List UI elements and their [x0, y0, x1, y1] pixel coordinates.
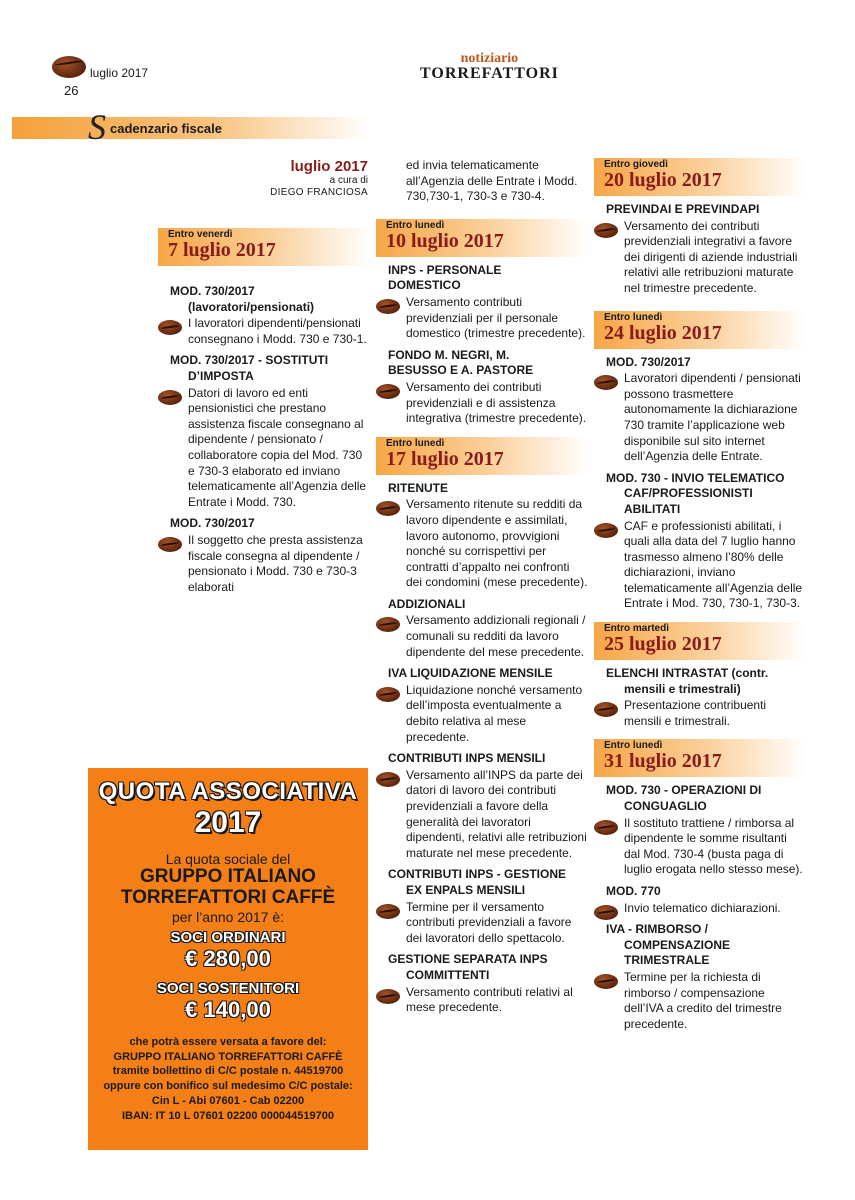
item-text: Lavoratori dipendenti / pensionati possono trasmettere autonomamente la dichiarazione 730 tramite l’applicazione web disponibile sul sito internet dell’Agenzia delle Entrate.	[624, 371, 801, 464]
deadline-header	[594, 739, 806, 777]
issue-by: a cura di	[329, 175, 368, 186]
item-title: DOMESTICO	[388, 278, 461, 293]
coffee-bean-icon	[594, 974, 618, 989]
quota-associativa-box	[88, 768, 368, 1150]
item-text: I lavoratori dipendenti/pensionati consegnano i Modd. 730 e 730-1.	[188, 316, 367, 346]
item-entry	[158, 316, 370, 347]
item-entry	[594, 371, 806, 465]
column-1	[158, 228, 370, 595]
brand-big: TORREFATTORI	[420, 65, 559, 82]
item-text: Presentazione contribuenti mensili e trimestrali.	[624, 698, 767, 728]
item-text: Versamento addizionali regionali / comunali su redditi da lavoro dipendente del mese precedente.	[406, 613, 586, 659]
item-title: COMPENSAZIONE	[624, 937, 731, 952]
item-title: FONDO M. NEGRI, M.	[388, 347, 510, 362]
deadline-day: Entro lunedì	[386, 219, 445, 231]
quota-org-a: GRUPPO ITALIANO	[140, 866, 316, 887]
item-title: MOD. 730 - OPERAZIONI DI	[606, 783, 762, 798]
page-number: 26	[64, 83, 79, 98]
deadline-header	[594, 622, 806, 660]
item-entry	[376, 900, 588, 947]
item-title: mensili e trimestrali)	[624, 681, 741, 696]
issue-info	[270, 158, 368, 198]
deadline-day: Entro giovedì	[604, 159, 668, 170]
item-entry	[594, 970, 806, 1032]
item-title: MOD. 730/2017	[606, 354, 691, 369]
deadline-header	[158, 228, 370, 266]
item-text: Il sostituto trattiene / rimborsa al dipendente le somme risultanti dal Mod. 730-4 (busta paga di luglio erogata nello stesso mese).	[624, 815, 803, 877]
deadline-date: 31 luglio 2017	[604, 750, 722, 773]
coffee-bean-icon	[594, 375, 618, 390]
coffee-bean-icon	[158, 390, 182, 405]
item-title: EX ENPALS MENSILI	[406, 882, 526, 897]
deadline-date: 24 luglio 2017	[604, 321, 722, 344]
column-3	[594, 158, 806, 1032]
deadline-header	[376, 219, 588, 257]
quota-year: 2017	[194, 806, 262, 839]
item-text: Versamento contributi previdenziali per il personale domestico (trimestre precedente).	[406, 294, 586, 341]
item-entry	[376, 380, 588, 427]
item-title: MOD. 730/2017	[170, 284, 255, 298]
deadline-header	[376, 437, 588, 475]
deadline-date: 20 luglio 2017	[604, 169, 722, 191]
item-entry	[376, 295, 588, 342]
item-text: Termine per la richiesta di rimborso / compensazione dell’IVA a credito del trimestre precedente.	[624, 969, 782, 1031]
coffee-bean-icon	[594, 223, 618, 238]
item-title: MOD. 770	[606, 884, 661, 898]
item-title: ABILITATI	[624, 501, 681, 516]
payment-line: IBAN: IT 10 L 07601 02200 000044519700	[121, 1110, 334, 1122]
item-entry	[594, 219, 806, 297]
item-title: RITENUTE	[388, 480, 448, 495]
deadline-header	[594, 311, 806, 349]
item-title: MOD. 730/2017	[170, 516, 255, 531]
item-title: MOD. 730 - INVIO TELEMATICO	[606, 470, 785, 485]
coffee-bean-icon	[158, 320, 182, 335]
deadline-header	[594, 158, 806, 196]
item-text: Versamento contributi relativi al mese precedente.	[406, 984, 573, 1015]
item-title: GESTIONE SEPARATA INPS	[388, 952, 548, 967]
deadline-day: Entro lunedì	[604, 311, 663, 323]
coffee-bean-icon	[158, 537, 182, 552]
deadline-date: 25 luglio 2017	[604, 633, 722, 656]
item-title: CONGUAGLIO	[624, 799, 707, 814]
item-entry	[376, 497, 588, 591]
deadline-day: Entro lunedì	[604, 740, 663, 752]
item-title: CAF/PROFESSIONISTI	[624, 486, 753, 501]
item-entry	[376, 683, 588, 745]
item-entry	[594, 901, 806, 917]
issue-title: luglio 2017	[290, 158, 368, 175]
deadline-day: Entro martedì	[604, 623, 670, 635]
coffee-bean-icon	[376, 687, 400, 702]
coffee-bean-icon	[376, 904, 400, 919]
soci-sostenitori-amount: € 140,00	[185, 996, 271, 1022]
coffee-bean-icon	[376, 501, 400, 516]
soci-sostenitori-label: SOCI SOSTENITORI	[156, 979, 300, 997]
item-title: INPS - PERSONALE	[388, 262, 502, 277]
section-title: cadenzario fiscale	[110, 121, 222, 136]
deadline-date: 10 luglio 2017	[386, 229, 504, 252]
item-text: Versamento ritenute su redditi da lavoro dipendente e assimilati, lavoro autonomo, provvigioni nonché su corrispettivi per contratti d’appalto nei confronti dei condomini (mese precedente).	[406, 497, 588, 590]
brand-logo	[420, 52, 559, 82]
item-entry	[376, 985, 588, 1016]
payment-line: che potrà essere versata a favore del:	[129, 1035, 327, 1048]
coffee-bean-icon	[594, 702, 618, 717]
section-header	[12, 107, 370, 147]
coffee-bean-icon	[594, 820, 618, 835]
item-title: IVA LIQUIDAZIONE MENSILE	[388, 666, 553, 681]
item-title: CONTRIBUTI INPS - GESTIONE	[388, 867, 567, 882]
item-title: COMMITTENTI	[406, 967, 490, 982]
quota-line1: La quota sociale del	[165, 851, 291, 867]
item-entry	[158, 386, 370, 511]
payment-line: tramite bollettino di C/C postale n. 44519700	[112, 1065, 344, 1078]
payment-line: Cin L - Abi 07601 - Cab 02200	[151, 1095, 305, 1108]
column-2	[376, 158, 588, 1016]
coffee-bean-icon	[376, 299, 400, 314]
item-title: BESUSSO E A. PASTORE	[388, 363, 534, 378]
item-title: (lavoratori/pensionati)	[188, 299, 315, 314]
coffee-bean-icon	[376, 384, 400, 399]
item-text: Liquidazione nonché versamento dell’imposta eventualmente a debito relativa al mese precedente.	[406, 682, 583, 744]
brand-small: notiziario	[460, 51, 519, 66]
item-text: Versamento dei contributi previdenziali e di assistenza integrativa (trimestre precedente).	[406, 379, 587, 426]
payment-line: oppure con bonifico sul medesimo C/C postale:	[103, 1080, 353, 1093]
item-title: PREVINDAI E PREVINDAPI	[606, 202, 760, 216]
soci-ordinari-amount: € 280,00	[185, 945, 271, 971]
item-text: Datori di lavoro ed enti pensionistici che prestano assistenza fiscale consegnano al dipendente / pensionato / collaboratore copia del Mod. 730 e 730-3 elaborato ed inviano telematicamente all’Agenzia delle Entrate i Modd. 730.	[188, 385, 367, 509]
item-text: Versamento dei contributi previdenziali integrativi a favore dei dirigenti di aziende industriali relativi alle retribuzioni maturate nel trimestre precedente.	[624, 218, 798, 295]
soci-ordinari-label: SOCI ORDINARI	[170, 928, 286, 946]
item-text: Termine per il versamento contributi previdenziali a favore dei lavoratori dello spettacolo.	[406, 899, 572, 945]
quota-line2: per l’anno 2017 è:	[171, 908, 285, 925]
item-entry	[594, 698, 806, 729]
coffee-bean-logo-icon	[52, 56, 86, 78]
section-initial: S	[88, 107, 106, 147]
item-title: IVA - RIMBORSO /	[606, 922, 708, 937]
item-entry	[158, 533, 370, 595]
deadline-date: 17 luglio 2017	[386, 447, 504, 470]
item-entry	[376, 613, 588, 660]
item-text: Versamento all’INPS da parte dei datori di lavoro dei contributi previdenziali a favore della generalità dei lavoratori dipendenti, relativi alle retribuzioni maturate nel mese precedente.	[406, 767, 587, 860]
quota-title: QUOTA ASSOCIATIVA	[98, 778, 358, 805]
payment-line: GRUPPO ITALIANO TORREFATTORI CAFFÈ	[113, 1050, 343, 1063]
continued-text: ed invia telematicamente all’Agenzia delle Entrate i Modd. 730,730-1, 730-3 e 730-4.	[406, 158, 578, 204]
quota-org-b: TORREFATTORI CAFFÈ	[120, 886, 336, 908]
item-title: CONTRIBUTI INPS MENSILI	[388, 751, 546, 766]
coffee-bean-icon	[376, 617, 400, 632]
header-date: luglio 2017	[90, 66, 149, 80]
item-title: ELENCHI INTRASTAT (contr.	[606, 666, 769, 681]
coffee-bean-icon	[594, 905, 618, 920]
item-title: D’IMPOSTA	[188, 368, 254, 383]
deadline-date: 7 luglio 2017	[168, 239, 276, 261]
item-entry	[594, 519, 806, 613]
item-title: MOD. 730/2017 - SOSTITUTI	[170, 353, 329, 368]
item-text: CAF e professionisti abilitati, i quali alla data del 7 luglio hanno trasmesso almeno l’80% delle dichiarazioni, inviano telematicamente all’Agenzia delle Entrate i Mod. 730, 730-1, 730-3.	[624, 518, 803, 611]
deadline-day: Entro lunedì	[386, 437, 445, 449]
item-text: Invio telematico dichiarazioni.	[624, 900, 781, 915]
deadline-day: Entro venerdì	[168, 229, 233, 240]
issue-author: DIEGO FRANCIOSA	[270, 187, 368, 198]
item-entry	[594, 816, 806, 878]
coffee-bean-icon	[376, 989, 400, 1004]
item-title: TRIMESTRALE	[624, 953, 710, 968]
item-title: ADDIZIONALI	[388, 596, 466, 611]
item-text: Il soggetto che presta assistenza fiscale consegna al dipendente / pensionato i Modd. 730 e 730-3 elaborati	[188, 532, 363, 594]
coffee-bean-icon	[594, 523, 618, 538]
coffee-bean-icon	[376, 772, 400, 787]
item-entry	[376, 768, 588, 862]
